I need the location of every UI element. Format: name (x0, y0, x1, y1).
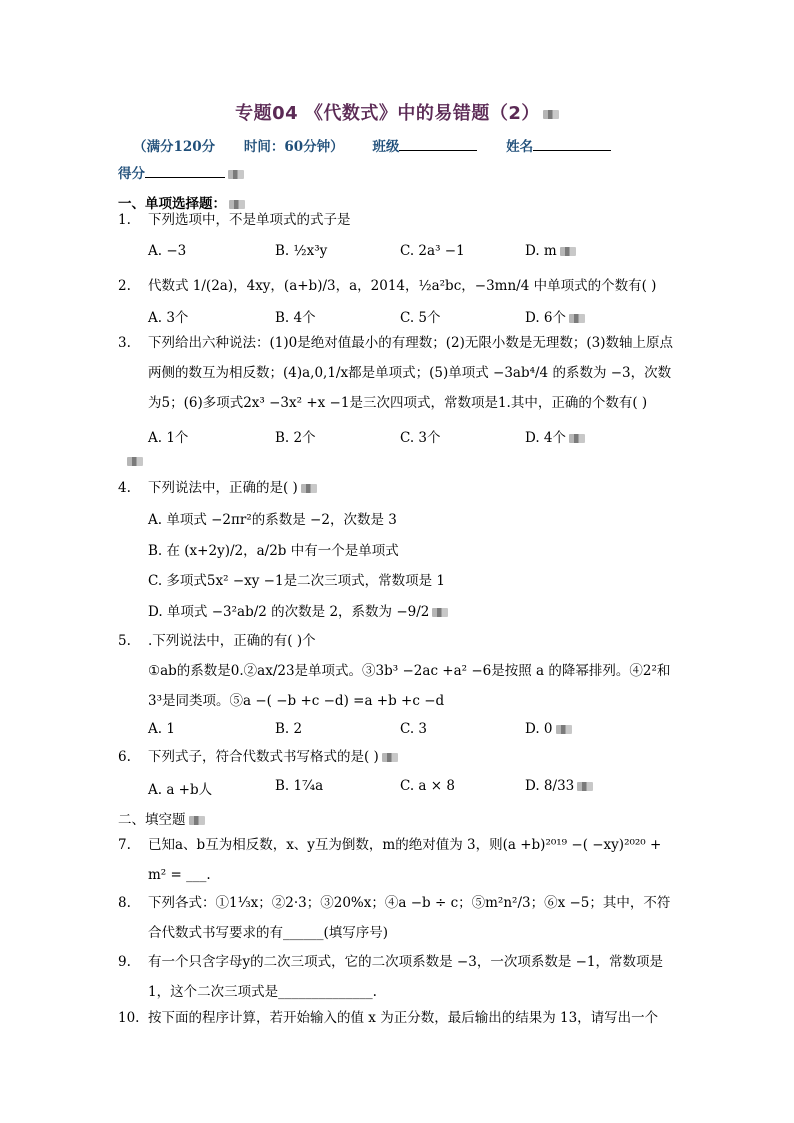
option-d: D. 4个 (525, 426, 585, 446)
question-text: 下列选项中，不是单项式的式子是 (148, 212, 351, 228)
option-b: B. 1⁷⁄₄a (275, 778, 324, 794)
watermark-icon (569, 434, 585, 443)
question-text: 下列式子，符合代数式书写格式的是( ) (148, 749, 379, 765)
question-text: 下列说法中，正确的是( ) (148, 480, 298, 496)
question-number: 9. (118, 954, 131, 970)
watermark-icon (556, 725, 572, 734)
option-c: C. 5个 (400, 310, 441, 326)
watermark-icon (569, 314, 585, 323)
page-title: 专题04 《代数式》中的易错题（2） (0, 99, 794, 125)
question-number: 8. (118, 895, 131, 911)
time-label: 时间：60分钟） (243, 139, 344, 155)
option-d: D. 6个 (525, 306, 585, 326)
option-c: C. a × 8 (400, 778, 455, 794)
option-b: B. 4个 (275, 310, 316, 326)
question-text: 按下面的程序计算，若开始输入的值 x 为正分数，最后输出的结果为 13，请写出一个 (148, 1010, 659, 1026)
watermark-icon (560, 247, 576, 256)
option-b: B. 在 (x+2y)/2，a/2b 中有一个是单项式 (148, 543, 399, 559)
option-c: C. 多项式5x² −xy −1是二次三项式，常数项是 1 (148, 573, 445, 589)
option-d: D. 单项式 −3²ab/2 的次数是 2，系数为 −9/2 (148, 600, 448, 620)
option-c: C. 3 (400, 721, 428, 737)
question-number: 1. (118, 212, 131, 228)
watermark-icon (189, 816, 205, 825)
option-b: B. 2个 (275, 430, 316, 446)
question-text: 代数式 1/(2a)，4xy，(a+b)/3，a，2014，½a²bc，−3mn/4 中单项式的个数有( ) (148, 278, 657, 294)
watermark-icon (432, 608, 448, 617)
watermark-icon (543, 110, 559, 119)
option-d: D. m (525, 243, 576, 259)
option-b: B. ½x³y (275, 243, 328, 259)
option-c: C. 2a³ −1 (400, 243, 465, 259)
watermark-icon (124, 453, 143, 469)
full-score-label: （满分120分 (133, 139, 216, 155)
question-number: 3. (118, 335, 131, 351)
option-a: A. 1个 (148, 430, 189, 446)
question-number: 4. (118, 480, 131, 496)
question-number: 7. (118, 837, 131, 853)
option-d: D. 0 (525, 721, 572, 737)
question-number: 2. (118, 278, 131, 294)
watermark-icon (301, 484, 317, 493)
section-heading: 二、填空题 (118, 808, 205, 828)
option-a: A. 单项式 −2πr²的系数是 −2，次数是 3 (148, 512, 397, 528)
option-a: A. 3个 (148, 310, 189, 326)
question-5-statements: ①ab的系数是0.②ax/23是单项式。③3b³ −2ac +a² −6是按照 a 的降幂排列。④2²和3³是同类项。⑤a −( −b +c −d) =a +b +c −d (148, 663, 671, 709)
question-text: 有一个只含字母y的二次三项式，它的二次项系数是 −3，一次项系数是 −1，常数项是1，这个二次三项式是______________. (148, 954, 664, 1000)
class-field: 班级 (372, 139, 477, 155)
option-a: A. a +b人 (148, 782, 213, 798)
option-d: D. 8/33 (525, 778, 593, 794)
question-text: 下列各式：①1⅓x；②2·3；③20%x；④a −b ÷ c；⑤m²n²/3；⑥x −5；其中，不符合代数式书写要求的有______(填写序号) (148, 895, 671, 941)
question-number: 5. (118, 633, 131, 649)
option-c: C. 3个 (400, 430, 441, 446)
name-field: 姓名 (506, 139, 611, 155)
option-b: B. 2 (275, 721, 303, 737)
section-heading: 一、单项选择题： (118, 192, 245, 212)
question-number: 6. (118, 749, 131, 765)
option-a: A. −3 (148, 243, 187, 259)
option-a: A. 1 (148, 721, 175, 737)
watermark-icon (382, 753, 398, 762)
question-text: 下列给出六种说法：(1)0是绝对值最小的有理数；(2)无限小数是无理数；(3)数轴上原点两侧的数互为相反数；(4)a,0,1/x都是单项式；(5)单项式 −3ab⁴/4 的系数为 −3，次数为5；(6)多项式2x³ −3x² +x −1是三次四项式，常数项是1.其中，正确的个数有( ) (148, 335, 673, 411)
watermark-icon (228, 170, 244, 179)
exam-meta (133, 135, 635, 155)
question-text: .下列说法中，正确的有( )个 (148, 633, 316, 649)
question-number: 10. (118, 1010, 140, 1026)
score-field: 得分 (118, 162, 244, 182)
question-text: 已知a、b互为相反数，x、y互为倒数，m的绝对值为 3，则(a +b)²⁰¹⁹ −( −xy)²⁰²⁰ + m² = ___. (148, 837, 662, 883)
watermark-icon (577, 782, 593, 791)
